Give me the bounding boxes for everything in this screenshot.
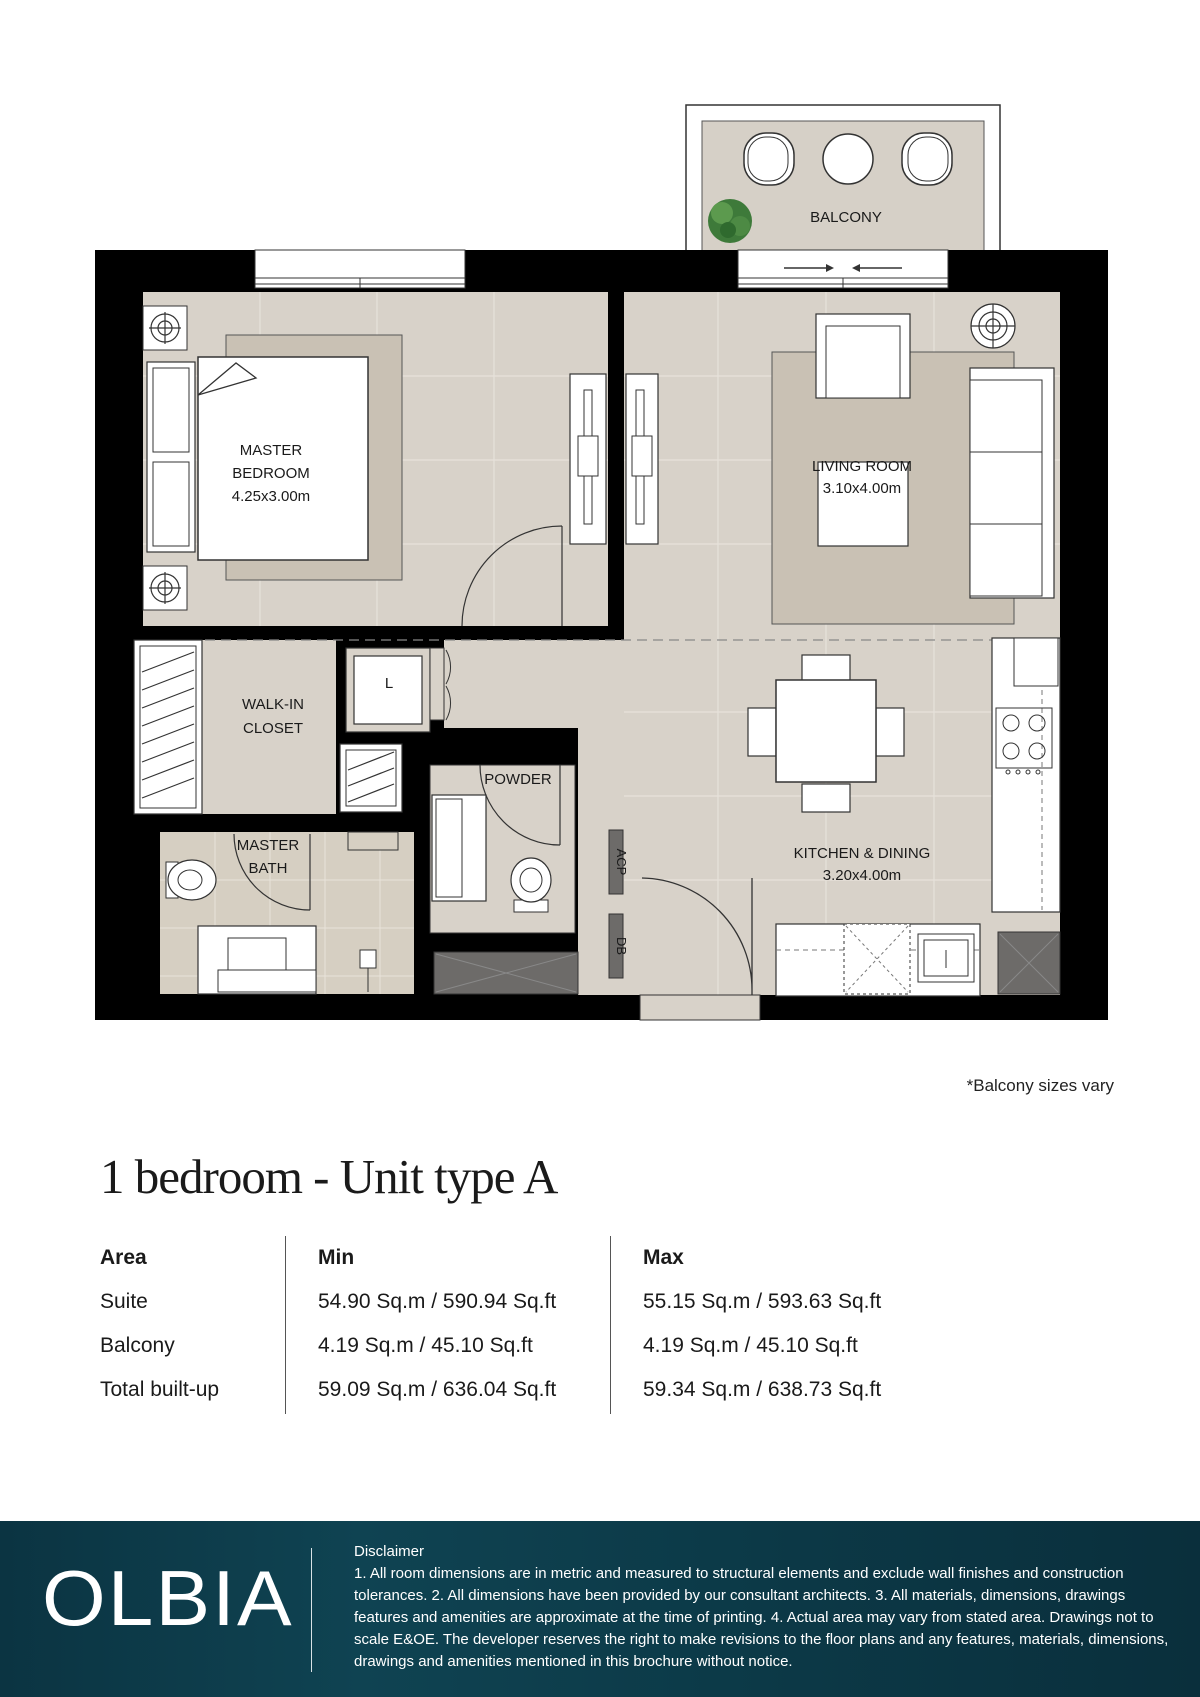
plant-icon (708, 199, 752, 243)
footer (0, 1521, 1200, 1697)
acp-label: ACP (614, 848, 629, 876)
kitchen-dining-name: KITCHEN & DINING (793, 845, 931, 862)
toilet-icon (166, 860, 216, 900)
balcony (686, 105, 1000, 251)
master-bedroom-size: 4.25x3.00m (231, 488, 311, 505)
balcony-label: BALCONY (810, 209, 882, 226)
row-label: Suite (100, 1290, 148, 1313)
unit-title: 1 bedroom - Unit type A (100, 1149, 558, 1204)
min-value: 4.19 Sq.m / 45.10 Sq.ft (318, 1334, 533, 1357)
kitchen-dining-size: 3.20x4.00m (822, 867, 902, 884)
window (255, 250, 465, 288)
master-bath-name-1: MASTER (236, 837, 300, 854)
walk-in-closet-name-2: CLOSET (242, 720, 304, 737)
master-bath (160, 832, 414, 994)
disclaimer-heading: Disclaimer (354, 1543, 425, 1560)
max-value: 4.19 Sq.m / 45.10 Sq.ft (643, 1334, 858, 1357)
master-bedroom-name-1: MASTER (239, 442, 303, 459)
lamp-icon (971, 304, 1015, 348)
laundry (346, 648, 451, 732)
toilet-icon (511, 858, 551, 912)
area-table (100, 1236, 940, 1414)
olbia-logo: OLBIA (42, 1554, 294, 1642)
row-label: Total built-up (100, 1378, 220, 1401)
row-label: Balcony (100, 1334, 175, 1357)
disclaimer-text: 1. All room dimensions are in metric and measured to structural elements and exclude wall finishes and construction tolerances. 2. All dimensions have been provided by our consultant architects. 3. All materials, dimensions, drawings features and amenities are approximate at the time of printing. 4. Actual area may vary from stated area. Drawings not to scale E&OE. The developer reserves the right to make revisions to the floor plans and any features, materials, dimensions, drawings and amenities mentioned in this brochure without notice. (354, 1565, 1169, 1670)
footer-divider (311, 1548, 312, 1672)
balcony-note: *Balcony sizes vary (966, 1076, 1114, 1095)
master-bath-name-2: BATH (248, 860, 288, 877)
walk-in-closet-name-1: WALK-IN (242, 696, 304, 713)
disclaimer (354, 1543, 1174, 1673)
master-bedroom-name-2: BEDROOM (232, 465, 310, 482)
max-column (610, 1236, 911, 1414)
laundry-label: L (384, 675, 394, 692)
powder-label: POWDER (484, 771, 552, 788)
powder-room (430, 765, 575, 933)
min-value: 59.09 Sq.m / 636.04 Sq.ft (318, 1378, 557, 1401)
balcony-chair-icon (902, 133, 952, 185)
max-value: 55.15 Sq.m / 593.63 Sq.ft (643, 1290, 882, 1313)
area-column (100, 1236, 240, 1414)
living-room-name: LIVING ROOM (811, 458, 913, 475)
max-header: Max (643, 1246, 684, 1269)
min-header: Min (318, 1246, 355, 1269)
living-room-size: 3.10x4.00m (822, 480, 902, 497)
balcony-table-icon (823, 134, 873, 184)
tv-unit (626, 374, 658, 544)
min-value: 54.90 Sq.m / 590.94 Sq.ft (318, 1290, 557, 1313)
sink-icon (918, 934, 974, 982)
max-value: 59.34 Sq.m / 638.73 Sq.ft (643, 1378, 882, 1401)
min-column (285, 1236, 576, 1414)
db-label: DB (614, 936, 629, 956)
balcony-chair-icon (744, 133, 794, 185)
wardrobe (340, 744, 402, 812)
sliding-door (738, 250, 948, 288)
tv-unit (570, 374, 606, 544)
wardrobe (134, 640, 202, 814)
area-header: Area (100, 1246, 147, 1269)
